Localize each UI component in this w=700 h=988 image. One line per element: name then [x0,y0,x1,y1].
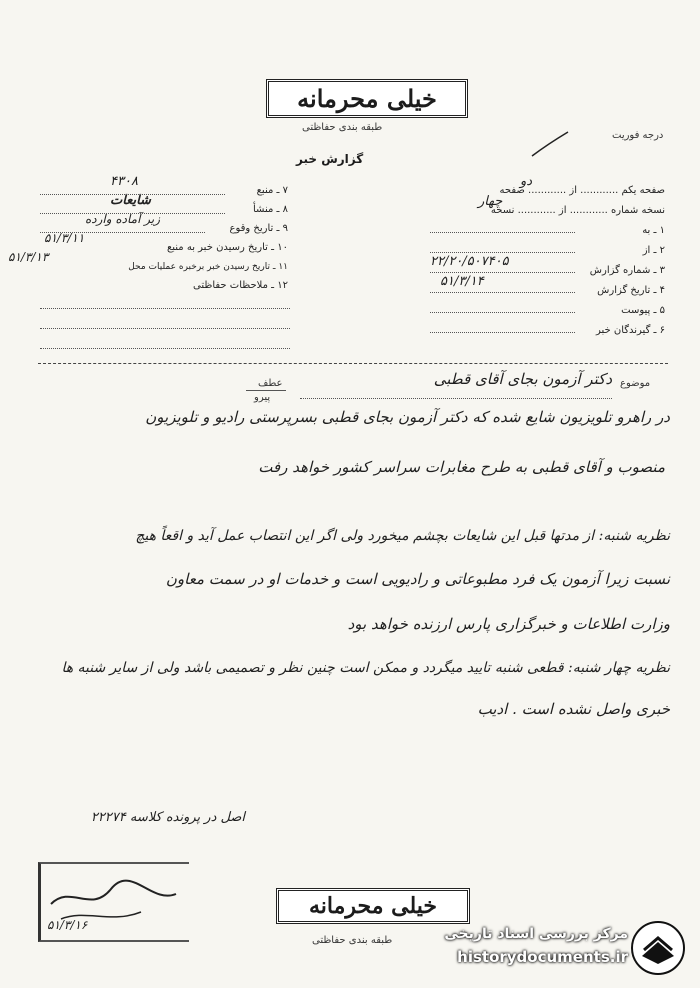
urgency-label: درجه فوریت [612,130,664,141]
left-field-label: ۱۰ ـ تاریخ رسیدن خبر به منبع [166,242,288,253]
book-logo-icon [630,920,686,976]
form-title: گزارش خبر [296,152,364,166]
right-field-label: ۴ ـ تاریخ گزارش [597,285,665,296]
field-line [40,318,290,329]
field-line [40,222,205,233]
right-field-label: ۱ ـ به [642,225,665,236]
right-field-label: نسخه شماره ............ از ............ نسخه [490,205,665,216]
left-field-value: شایعات [110,193,151,208]
bottom-classification-stamp: خیلی محرمانه [276,888,470,924]
watermark-url: historydocuments.ir [457,948,628,966]
reference-line [246,390,286,391]
left-field-label: ۹ ـ تاریخ وقوع [229,223,288,234]
field-line [40,203,225,214]
left-field-label: ۸ ـ منشأ [252,204,288,215]
right-field-row [430,194,665,216]
watermark-org: مرکز بررسی اسناد تاریخی [444,926,628,942]
right-field-value: ۵۱/۳/۱۴ [440,274,484,289]
right-field-value: دو [520,174,533,189]
classification-label: طبقه بندی حفاظتی [302,122,383,133]
right-field-label: ۳ ـ شماره گزارش [589,265,665,276]
subject-value: دکتر آزمون بجای آقای قطبی [433,370,612,388]
field-line [40,298,290,309]
right-field-row [430,174,665,196]
field-line [430,302,575,313]
watermark [420,920,690,980]
right-field-label: ۶ ـ گیرندگان خبر [595,325,665,336]
top-classification-stamp: خیلی محرمانه [266,79,468,118]
initials-date: ۵۱/۳/۱۶ [47,918,88,932]
left-field-value: زیر آماده وارده [85,212,160,226]
right-fields [430,174,665,338]
body-line: وزارت اطلاعات و خبرگزاری پارس ارزنده خواهد بود [347,615,670,633]
body-line: در راهرو تلویزیون شایع شده که دکتر آزمون بجای قطبی بسرپرستی رادیو و تلویزیون [145,408,670,426]
field-line [430,262,575,273]
field-line [430,242,575,253]
left-field-label: ۱۲ ـ ملاحظات حفاظتی [193,280,288,291]
field-line [430,222,575,233]
initials-stamp [38,862,189,942]
body-line: خبری واصل نشده است . ادیب [477,700,670,718]
subject-line [300,388,612,399]
left-field-row [30,231,288,253]
left-field-value: ۵۱/۳/۱۳ [8,250,49,264]
field-line [40,338,290,349]
reference-atf: عطف [258,378,283,389]
right-field-value: چهار [478,194,503,209]
left-field-value: ۵۱/۳/۱۱ [44,231,85,245]
reference-peyro: پیرو [254,392,271,403]
field-line [430,282,575,293]
left-field-row [30,273,288,289]
body-line: نسبت زیرا آزمون یک فرد مطبوعاتی و رادیویی است و خدمات او در سمت معاون [165,570,670,588]
body-line: منصوب و آقای قطبی به طرح مغابرات سراسر کشور خواهد رفت [258,458,665,476]
body-line: نظریه چهار شنبه: قطعی شنبه تایید میگردد و ممکن است چنین نظر و تصمیمی باشد ولی از سایر شنبه ها [61,660,670,676]
left-fields [8,174,288,292]
subject-label: موضوع [620,378,651,389]
right-field-label: ۵ ـ پیوست [621,305,665,316]
right-field-label: ۲ ـ از [642,245,665,256]
left-field-row [8,250,288,272]
left-field-label: ۷ ـ منبع [256,185,288,196]
right-field-value: ۲۲/۲۰/۵۰۷۴۰۵ [430,254,509,269]
field-line [40,184,225,195]
archive-note: اصل در پرونده کلاسه ۲۲۲۷۴ [90,810,245,825]
left-field-value: ۴۳۰۸ [110,174,138,189]
section-divider [38,363,668,364]
field-line [430,322,575,333]
urgency-check-mark [530,130,570,160]
right-field-label: صفحه یکم ............ از ............ صفحه [499,185,665,196]
body-line: نظریه شنبه: از مدتها قبل این شایعات بچشم میخورد ولی اگر این انتصاب عمل آید و اقعاً هیچ [135,528,670,544]
bottom-classification-label: طبقه بندی حفاظتی [312,935,393,946]
left-field-label: ۱۱ ـ تاریخ رسیدن خبر برخبره عملیات محل [128,262,288,272]
